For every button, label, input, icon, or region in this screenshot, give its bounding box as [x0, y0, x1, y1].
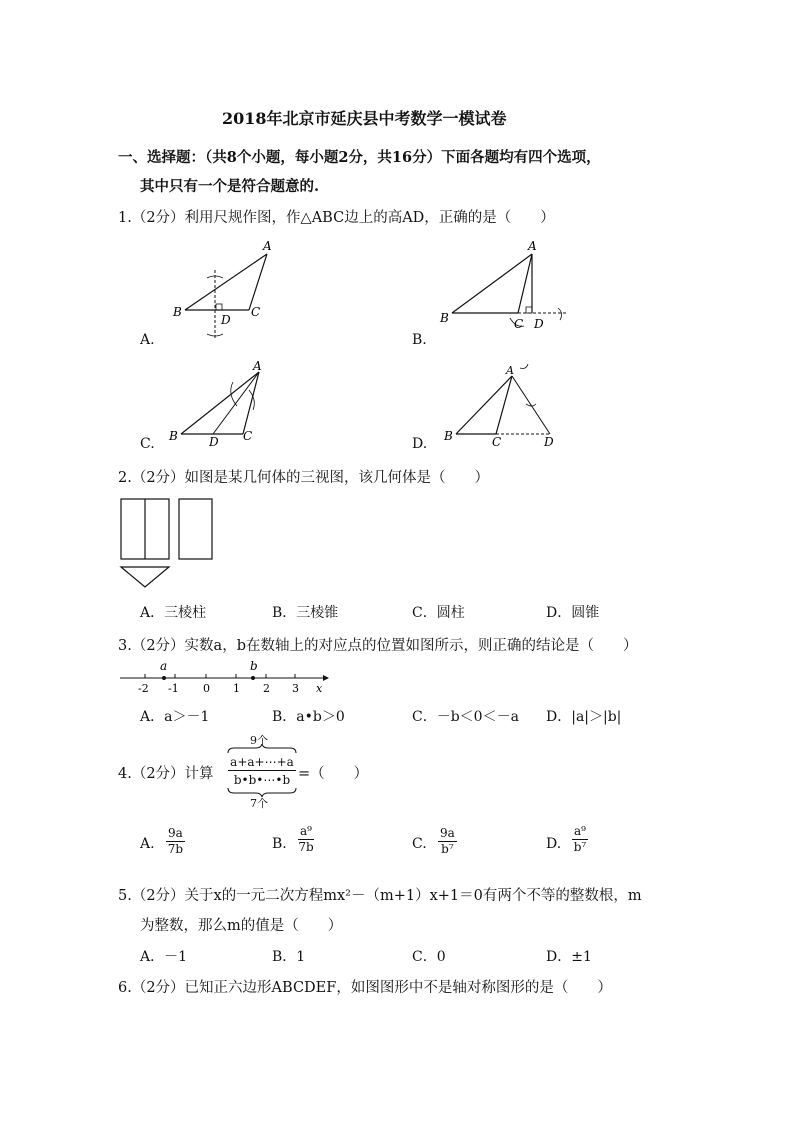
page-title: 2018年北京市延庆县中考数学一模试卷 [222, 109, 507, 128]
fraction-denominator: b⁷ [441, 842, 454, 856]
q1-figure-a [165, 236, 285, 346]
fraction-denominator: 7b [167, 842, 184, 856]
point-label-c: C [514, 317, 524, 331]
point-label-b: B [440, 311, 449, 325]
q4-option-a: A. [140, 836, 155, 852]
q4-option-d: D. [546, 836, 562, 852]
q2-option-c: C．圆柱 [412, 605, 465, 621]
tick-label: -2 [138, 682, 149, 695]
section-heading-line1: 一、选择题：（共8个小题，每小题2分，共16分）下面各题均有四个选项， [118, 149, 601, 166]
q4-option-b: B. [272, 836, 287, 852]
q4-top-count: 9个 [250, 734, 268, 747]
fraction-numerator: a⁹ [574, 824, 586, 838]
point-label-b: B [169, 429, 178, 443]
point-a-label: a [160, 659, 168, 673]
q4-top-brace [226, 744, 298, 754]
fraction-numerator: 9a [168, 826, 183, 840]
q3-option-d: D．|a|＞|b| [546, 709, 622, 725]
tick-label: 1 [233, 682, 240, 695]
question-6-stem: 6.（2分）已知正六边形ABCDEF，如图图形中不是轴对称图形的是（ ） [118, 980, 612, 996]
question-3-stem: 3.（2分）实数a，b在数轴上的对应点的位置如图所示，则正确的结论是（ ） [118, 638, 638, 654]
point-label-d: D [534, 317, 544, 331]
q2-option-d: D．圆锥 [546, 605, 600, 621]
section-heading-line2: 其中只有一个是符合题意的. [140, 178, 320, 195]
question-1-stem: 1.（2分）利用尺规作图，作△ABC边上的高AD，正确的是（ ） [118, 210, 555, 226]
point-b-label: b [250, 659, 258, 673]
point-label-a: A [253, 360, 262, 373]
q4-option-d-fraction [572, 824, 588, 855]
q4-option-b-fraction [298, 824, 314, 855]
q4-numerator: a+a+⋯+a [228, 754, 296, 771]
point-label-d: D [221, 313, 231, 327]
question-4-stem-prefix: 4.（2分）计算 [118, 766, 214, 782]
q4-bottom-count: 7个 [250, 797, 268, 810]
point-label-a: A [506, 364, 514, 377]
q4-option-c: C. [412, 836, 427, 852]
q1-figure-d [440, 360, 570, 450]
q4-denominator: b•b•⋯•b [233, 773, 291, 787]
axis-variable-label: x [316, 682, 323, 695]
fraction-numerator: a⁹ [300, 824, 312, 838]
q1-figure-b [438, 236, 578, 346]
q4-option-a-fraction [166, 826, 185, 857]
tick-label: 0 [203, 682, 210, 695]
q2-option-b: B．三棱锥 [272, 605, 339, 621]
q5-option-d: D．±1 [546, 949, 592, 965]
question-5-line2: 为整数，那么m的值是（ ） [140, 918, 343, 934]
fraction-numerator: 9a [440, 826, 455, 840]
q3-option-b: B．a•b＞0 [272, 709, 345, 725]
point-label-a: A [528, 239, 537, 253]
q1-option-b: B. [412, 332, 427, 348]
tick-label: -1 [168, 682, 179, 695]
point-label-d: D [209, 435, 219, 449]
fraction-denominator: b⁷ [573, 840, 587, 854]
q3-option-a: A．a＞－1 [140, 709, 210, 725]
q3-option-c: C．－b＜0＜－a [412, 709, 519, 725]
point-label-c: C [492, 435, 502, 449]
tick-label: 2 [263, 682, 270, 695]
point-label-b: B [444, 429, 453, 443]
q1-option-a: A. [140, 332, 155, 348]
question-4-stem-suffix: =（ ） [298, 766, 369, 782]
point-label-c: C [251, 305, 261, 319]
point-label-c: C [243, 429, 253, 443]
question-5-line1: 5.（2分）关于x的一元二次方程mx²－（m+1）x+1＝0有两个不等的整数根，m [118, 888, 642, 904]
point-label-d: D [544, 435, 554, 449]
q4-option-c-fraction [438, 826, 457, 857]
q1-option-c: C. [140, 436, 155, 452]
q3-number-line [118, 656, 333, 698]
q5-option-b: B．1 [272, 949, 306, 965]
tick-label: 3 [292, 682, 299, 695]
point-label-a: A [263, 239, 272, 253]
q5-option-c: C．0 [412, 949, 446, 965]
question-2-stem: 2.（2分）如图是某几何体的三视图，该几何体是（ ） [118, 470, 490, 486]
q1-option-d: D. [412, 436, 428, 452]
q5-option-a: A．－1 [140, 949, 188, 965]
point-label-b: B [173, 305, 182, 319]
fraction-denominator: 7b [298, 840, 314, 854]
q1-figure-c [165, 360, 275, 450]
q2-option-a: A．三棱柱 [140, 605, 207, 621]
q2-three-view-figure [118, 495, 218, 593]
